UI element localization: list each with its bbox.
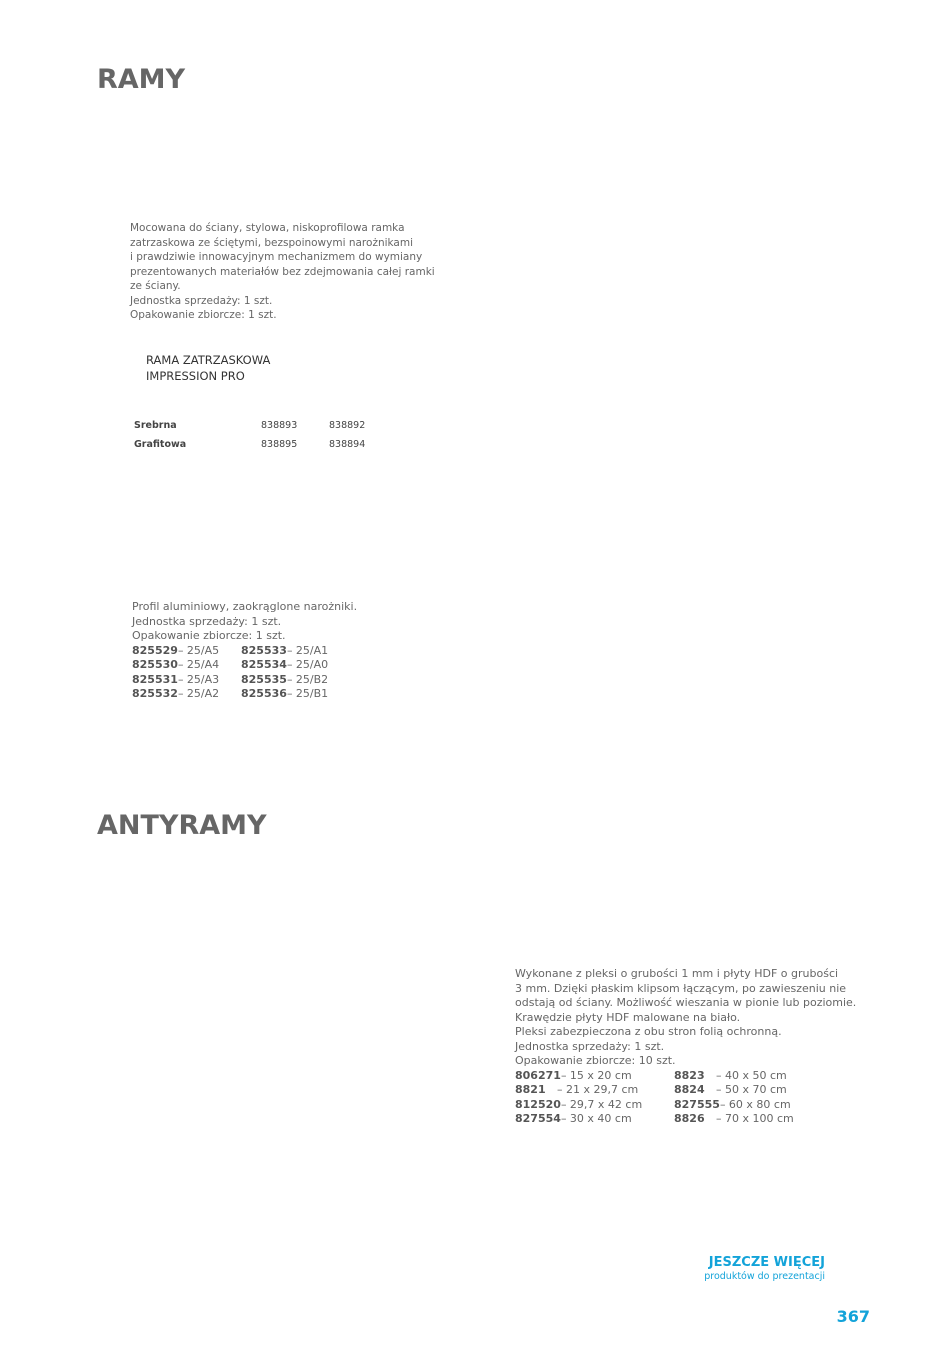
size-value: – 15 x 20 cm <box>560 1068 632 1082</box>
product-name-line: IMPRESSION PRO <box>146 369 245 383</box>
text-line: 3 mm. Dzięki płaskim klipsom łączącym, po zawieszeniu nie <box>515 981 847 995</box>
size-value: – 25/B1 <box>286 687 329 700</box>
text-line: prezentowanych materiałów bez zdejmowania całej ramki <box>130 265 435 278</box>
profile-block <box>132 600 357 702</box>
size-row <box>515 1098 856 1113</box>
size-code: 825534 <box>241 658 287 671</box>
size-row <box>515 1069 856 1084</box>
size-code: 825536 <box>241 687 287 700</box>
antyramy-block <box>515 967 856 1127</box>
table-row <box>134 435 365 454</box>
size-value: – 25/A2 <box>177 687 220 700</box>
table-row <box>134 416 365 435</box>
text-line: Wykonane z pleksi o grubości 1 mm i płyty HDF o grubości <box>515 967 839 980</box>
size-value: – 25/A3 <box>177 672 220 686</box>
size-code: 827554 <box>515 1112 561 1125</box>
size-value: – 25/A1 <box>286 643 329 657</box>
size-code: 8824 <box>674 1083 705 1096</box>
size-value: – 29,7 x 42 cm <box>560 1097 643 1111</box>
product-code: 838893 <box>261 420 298 431</box>
size-code: 8826 <box>674 1112 705 1125</box>
size-code: 806271 <box>515 1068 561 1082</box>
text-line: Profil aluminiowy, zaokrąglone narożniki. <box>132 600 358 613</box>
product-code: 838895 <box>261 439 298 450</box>
size-code: 825529 <box>132 643 178 657</box>
product-code: 838892 <box>329 420 366 431</box>
text-line: Pleksi zabezpieczona z obu stron folią ochronną. <box>515 1025 782 1038</box>
color-code-table <box>134 416 365 454</box>
color-label: Srebrna <box>134 420 177 431</box>
size-value: – 30 x 40 cm <box>560 1112 632 1125</box>
promo-link[interactable] <box>704 1255 825 1283</box>
section-title-antyramy: ANTYRAMY <box>97 810 267 841</box>
text-line: zatrzaskowa ze ściętymi, bezspoinowymi narożnikami <box>130 236 414 249</box>
text-line: Jednostka sprzedaży: 1 szt. <box>515 1039 665 1053</box>
size-value: – 25/B2 <box>286 672 329 686</box>
size-value: – 25/A0 <box>286 658 329 671</box>
size-value: – 21 x 29,7 cm <box>557 1083 639 1096</box>
text-line: Jednostka sprzedaży: 1 szt. <box>132 614 282 628</box>
text-line: Jednostka sprzedaży: 1 szt. <box>130 294 273 307</box>
text-line: Opakowanie zbiorcze: 1 szt. <box>132 629 286 642</box>
size-value: – 40 x 50 cm <box>716 1068 787 1082</box>
promo-title: JESZCZE WIĘCEJ <box>708 1255 825 1270</box>
text-line: ze ściany. <box>130 280 181 292</box>
size-row <box>132 644 357 659</box>
text-line: odstają od ściany. Możliwość wieszania w pionie lub poziomie. <box>515 996 857 1009</box>
size-value: – 25/A4 <box>177 658 220 671</box>
size-code: 8823 <box>674 1068 705 1082</box>
size-code: 8821 <box>515 1083 546 1096</box>
size-code: 825532 <box>132 687 178 700</box>
size-code: 825531 <box>132 672 178 686</box>
text-line: Krawędzie płyty HDF malowane na biało. <box>515 1010 741 1024</box>
size-code: 825533 <box>241 643 287 657</box>
text-line: Opakowanie zbiorcze: 1 szt. <box>130 309 277 321</box>
promo-subtitle: produktów do prezentacji <box>704 1271 825 1282</box>
size-row <box>132 673 357 688</box>
size-row <box>132 687 357 702</box>
color-label: Grafitowa <box>134 439 187 450</box>
size-value: – 60 x 80 cm <box>719 1097 791 1111</box>
size-row <box>515 1112 856 1127</box>
product-name <box>146 352 270 384</box>
size-value: – 70 x 100 cm <box>716 1112 794 1125</box>
section-title-ramy: RAMY <box>97 64 186 95</box>
product-code: 838894 <box>329 439 366 450</box>
text-line: Mocowana do ściany, stylowa, niskoprofilowa ramka <box>130 222 405 234</box>
size-code: 812520 <box>515 1097 561 1111</box>
size-value: – 50 x 70 cm <box>716 1083 787 1096</box>
text-line: Opakowanie zbiorcze: 10 szt. <box>515 1054 676 1067</box>
size-code: 825530 <box>132 658 178 671</box>
size-code: 827555 <box>674 1097 720 1111</box>
text-line: i prawdziwie innowacyjnym mechanizmem do wymiany <box>130 251 423 263</box>
size-row <box>515 1083 856 1098</box>
product-name-line: RAMA ZATRZASKOWA <box>146 353 271 367</box>
page-number: 367 <box>836 1307 870 1326</box>
size-code: 825535 <box>241 672 287 686</box>
ramy-description <box>130 221 435 323</box>
size-value: – 25/A5 <box>177 643 220 657</box>
size-row <box>132 658 357 673</box>
